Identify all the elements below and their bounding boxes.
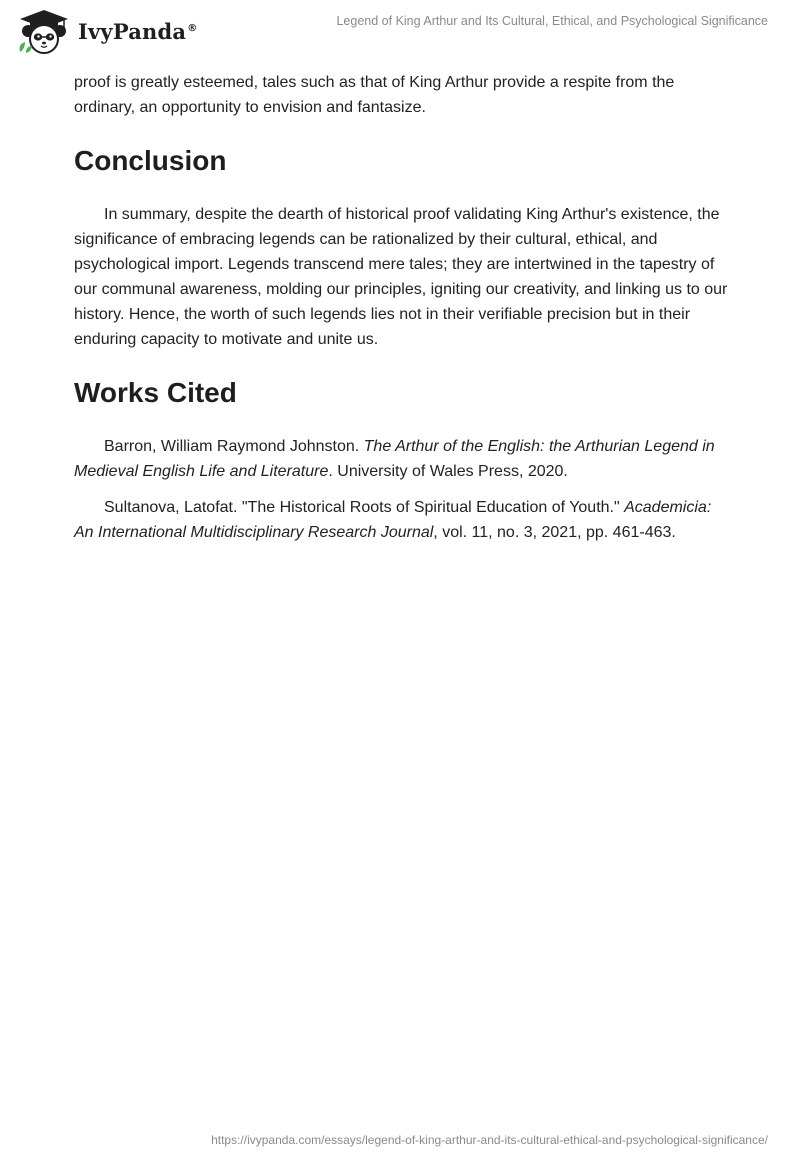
source-url[interactable]: https://ivypanda.com/essays/legend-of-king-arthur-and-its-cultural-ethical-and-psychological-significance/ [211,1133,768,1147]
citation-item: Sultanova, Latofat. "The Historical Roots of Spiritual Education of Youth." Academicia: An International Multidisciplinary Research Journal, vol. 11, no. 3, 2021, pp. 461-463. [74,499,712,541]
conclusion-heading: Conclusion [74,145,227,176]
document-title: Legend of King Arthur and Its Cultural, Ethical, and Psychological Significance [336,14,768,28]
essay-content [74,70,734,556]
works-cited-heading: Works Cited [74,377,237,408]
ivypanda-logo[interactable] [14,8,197,54]
conclusion-paragraph: In summary, despite the dearth of historical proof validating King Arthur's existence, the significance of embracing legends can be rationalized by their cultural, ethical, and psychological import. Legends transcend mere tales; they are intertwined in the tapestry of our communal awareness, molding our principles, igniting our creativity, and linking us to our history. Hence, the worth of such legends lies not in their verifiable precision but in their enduring capacity to motivate and unite us. [74,206,728,348]
citation-item: Barron, William Raymond Johnston. The Arthur of the English: the Arthurian Legend in Medieval English Life and Literature. University of Wales Press, 2020. [74,438,715,480]
logo-wordmark: IvyPanda® [78,18,198,44]
panda-graduate-icon [14,8,74,54]
citation-title: The Arthur of the English: the Arthurian Legend in Medieval English Life and Literature [74,438,715,480]
page-header [0,0,800,60]
intro-paragraph: proof is greatly esteemed, tales such as that of King Arthur provide a respite from the ordinary, an opportunity to envision and fantasize. [74,74,675,116]
citation-title: Academicia: An International Multidisciplinary Research Journal [74,499,712,541]
